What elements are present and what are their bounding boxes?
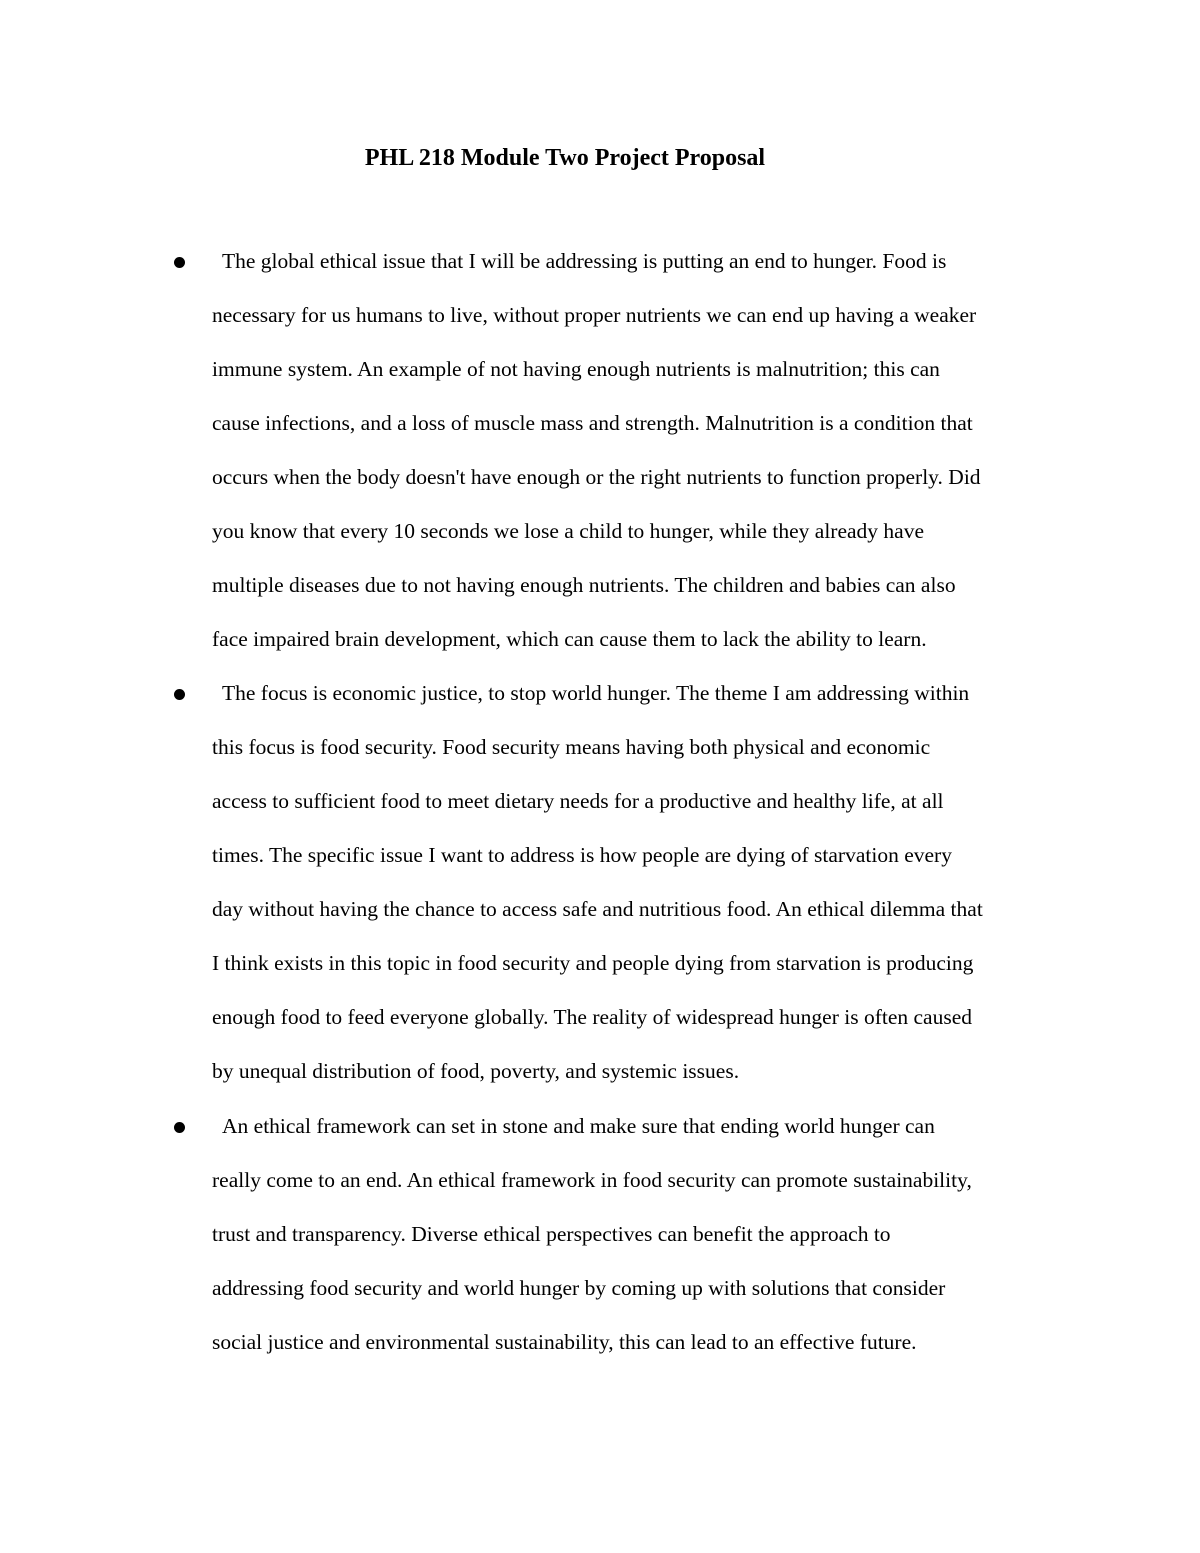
paragraph-line: occurs when the body doesn't have enough or the right nutrients to function properly. Did xyxy=(212,465,981,489)
paragraph-line: enough food to feed everyone globally. The reality of widespread hunger is often caused xyxy=(212,1005,973,1029)
paragraph-line: social justice and environmental sustainability, this can lead to an effective future. xyxy=(212,1330,917,1354)
paragraph-line: trust and transparency. Diverse ethical perspectives can benefit the approach to xyxy=(212,1222,891,1246)
paragraph-line: day without having the chance to access safe and nutritious food. An ethical dilemma that xyxy=(212,897,983,921)
paragraph-line: The focus is economic justice, to stop world hunger. The theme I am addressing within xyxy=(222,681,970,705)
page-title: PHL 218 Module Two Project Proposal xyxy=(364,145,766,171)
paragraph-line: An ethical framework can set in stone and make sure that ending world hunger can xyxy=(222,1114,935,1138)
bullet-icon xyxy=(174,1122,185,1133)
paragraph-line: multiple diseases due to not having enough nutrients. The children and babies can also xyxy=(212,573,956,597)
paragraph-line: necessary for us humans to live, without proper nutrients we can end up having a weaker xyxy=(212,303,977,327)
paragraph-line: times. The specific issue I want to address is how people are dying of starvation every xyxy=(212,843,952,867)
paragraph-line: I think exists in this topic in food security and people dying from starvation is producing xyxy=(212,951,974,975)
paragraph-line: cause infections, and a loss of muscle mass and strength. Malnutrition is a condition that xyxy=(212,411,973,435)
bullet-icon xyxy=(174,689,185,700)
paragraph-line: really come to an end. An ethical framework in food security can promote sustainability, xyxy=(212,1168,972,1192)
paragraph-line: access to sufficient food to meet dietary needs for a productive and healthy life, at all xyxy=(212,789,944,813)
paragraph-line: immune system. An example of not having enough nutrients is malnutrition; this can xyxy=(212,357,940,381)
paragraph-line: The global ethical issue that I will be addressing is putting an end to hunger. Food is xyxy=(222,249,947,273)
paragraph-line: by unequal distribution of food, poverty, and systemic issues. xyxy=(212,1059,740,1083)
bullet-icon xyxy=(174,257,185,268)
paragraph-line: you know that every 10 seconds we lose a child to hunger, while they already have xyxy=(212,519,925,543)
paragraph-line: face impaired brain development, which can cause them to lack the ability to learn. xyxy=(212,627,927,651)
paragraph-line: addressing food security and world hunger by coming up with solutions that consider xyxy=(212,1276,946,1300)
paragraph-line: this focus is food security. Food security means having both physical and economic xyxy=(212,735,931,759)
